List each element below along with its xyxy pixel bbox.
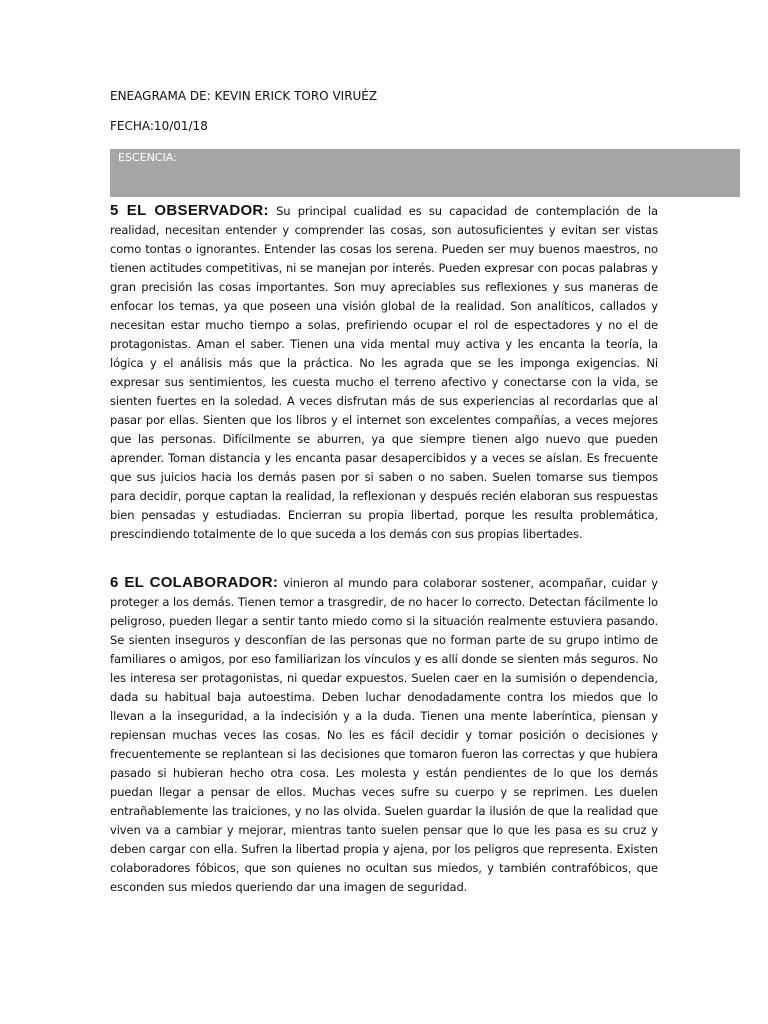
- section-collaborator-title: 6 EL COLABORADOR:: [110, 574, 279, 591]
- section-observer: [110, 201, 658, 544]
- document-date: FECHA:10/01/18: [110, 119, 208, 133]
- section-collaborator: [110, 573, 658, 897]
- essence-banner-label: ESCENCIA:: [118, 151, 177, 164]
- section-observer-body: Su principal cualidad es su capacidad de contemplación de la realidad, necesitan entender y comprender las cosas, son autosuficientes y evitan ser vistas como tontas o ignorantes. Entender las cosas los serena. Pueden ser muy buenos maestros, no tienen actitudes competitivas, ni se manejan por interés. Pueden expresar con pocas palabras y gran precisión las cosas importantes. Son muy apreciables sus reflexiones y sus maneras de enfocar los temas, ya que poseen una visión global de la realidad. Son analíticos, callados y necesitan estar mucho tiempo a solas, prefiriendo ocupar el rol de espectadores y no el de protagonistas. Aman el saber. Tienen una vida mental muy activa y les encanta la teoría, la lógica y el análisis más que la práctica. No les agrada que se les imponga exigencias. Ni expresar sus sentimientos, les cuesta mucho el terreno afectivo y conectarse con la vida, se sienten fuertes en la soledad. A veces disfrutan más de sus experiencias al recordarlas que al pasar por ellas. Sienten que los libros y el internet son excelentes compañías, a veces mejores que las personas. Difícilmente se aburren, ya que siempre tienen algo nuevo que pueden aprender. Toman distancia y les encanta pasar desapercibidos y a veces se aíslan. Es frecuente que sus juicios hacia los demás pasen por si saben o no saben. Suelen tomarse sus tiempos para decidir, porque captan la realidad, la reflexionan y después recién elaboran sus respuestas bien pensadas y estudiadas. Encierran su propia libertad, porque les resulta problemática, prescindiendo totalmente de lo que suceda a los demás con sus propias libertades.: [110, 204, 658, 541]
- section-collaborator-body: vinieron al mundo para colaborar sostener, acompañar, cuidar y proteger a los demás. Tienen temor a trasgredir, de no hacer lo correcto. Detectan fácilmente lo peligroso, pueden llegar a sentir tanto miedo como si la situación realmente estuviera pasando. Se sienten inseguros y desconfían de las personas que no forman parte de su grupo intimo de familiares o amigos, por eso familiarizan los vínculos y es allí donde se sienten más seguros. No les interesa ser protagonistas, ni quedar expuestos. Suelen caer en la sumisión o dependencia, dada su habitual baja autoestima. Deben luchar denodadamente contra los miedos que lo llevan a la inseguridad, a la indecisión y a la duda. Tienen una mente laberíntica, piensan y repiensan muchas veces las cosas. No les es fácil decidir y tomar posición o decisiones y frecuentemente se replantean si las decisiones que tomaron fueron las correctas y que hubiera pasado si hubieran hecho otra cosa. Les molesta y están pendientes de lo que los demás puedan llegar a pensar de ellos. Muchas veces sufre su cuerpo y se reprimen. Les duelen entrañablemente las traiciones, y no las olvida. Suelen guardar la ilusión de que la realidad que viven va a cambiar y mejorar, mientras tanto suelen pensar que lo que les pasa es su cruz y deben cargar con ella. Sufren la libertad propia y ajena, por los peligros que representa. Existen colaboradores fóbicos, que son quienes no ocultan sus miedos, y también contrafóbicos, que esconden sus miedos queriendo dar una imagen de seguridad.: [110, 576, 658, 894]
- section-observer-title: 5 EL OBSERVADOR:: [110, 202, 269, 219]
- document-title: ENEAGRAMA DE: KEVIN ERICK TORO VIRUÉZ: [110, 89, 378, 103]
- essence-banner: [110, 149, 740, 197]
